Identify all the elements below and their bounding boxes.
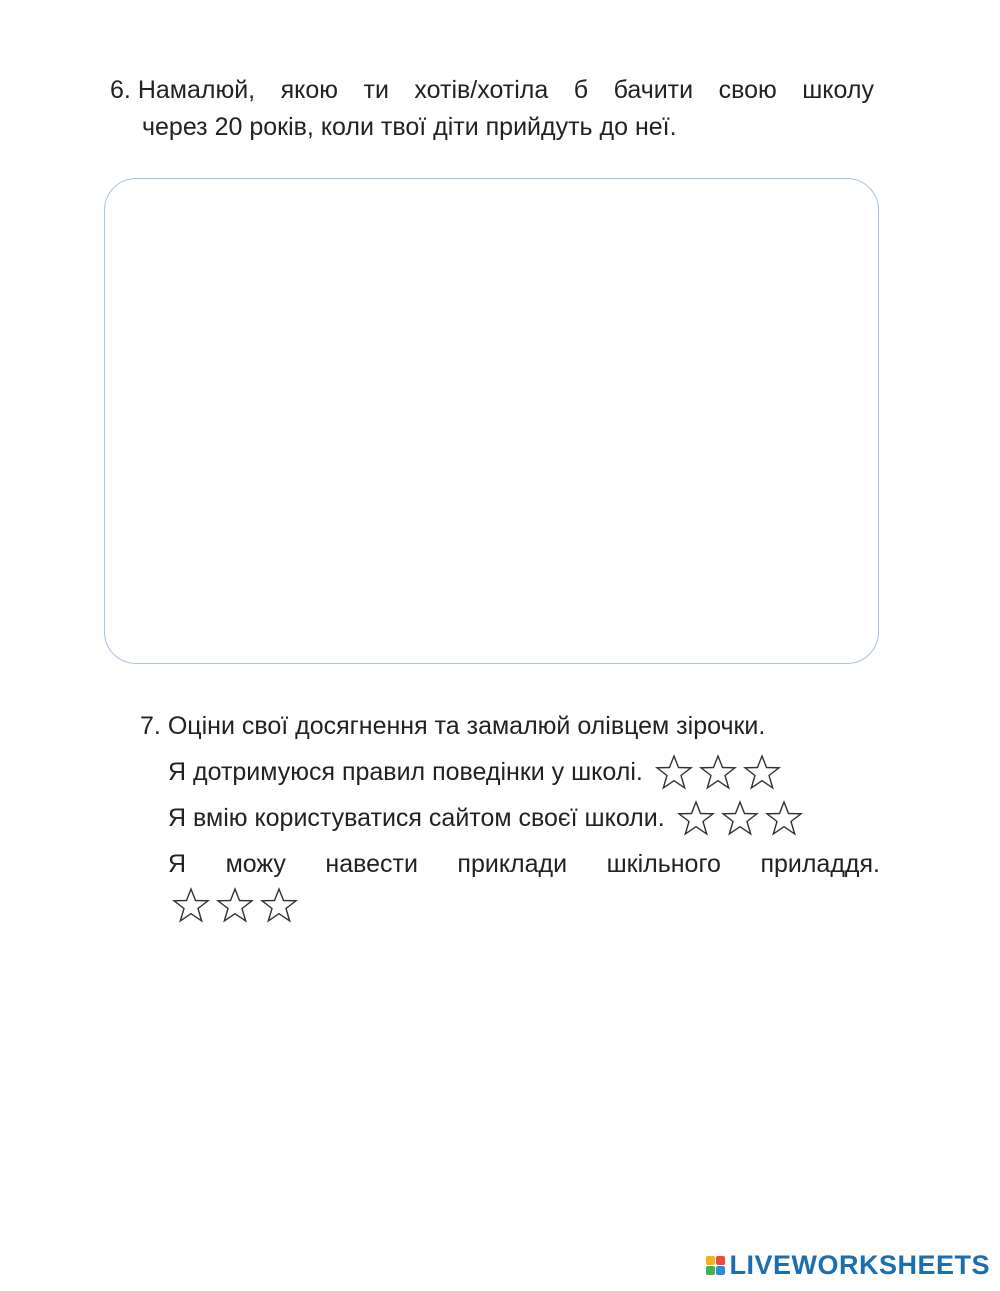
statement-row-2 bbox=[140, 795, 880, 841]
statement-word: приклади bbox=[457, 850, 568, 878]
question-6 bbox=[110, 72, 874, 146]
question-6-word: ти bbox=[363, 76, 389, 104]
question-7-title: Оціни свої досягнення та замалюй олівцем зірочки. bbox=[167, 712, 766, 740]
star-icon[interactable] bbox=[765, 800, 803, 836]
star-icon[interactable] bbox=[721, 800, 759, 836]
statement-word: навести bbox=[325, 850, 418, 878]
question-7 bbox=[140, 703, 880, 923]
logo-text: LIVEWORKSHEETS bbox=[729, 1250, 990, 1280]
statement-word: шкільного bbox=[606, 850, 721, 878]
statement-text: Я дотримуюся правил поведінки у школі. bbox=[168, 758, 643, 786]
question-7-title-row bbox=[140, 703, 880, 749]
star-icon[interactable] bbox=[260, 887, 298, 923]
statement-word: приладдя. bbox=[760, 850, 880, 878]
star-icon[interactable] bbox=[655, 754, 693, 790]
star-rating bbox=[655, 754, 781, 790]
logo-mark-square bbox=[716, 1256, 725, 1265]
question-6-word: бачити bbox=[613, 76, 694, 104]
statement-text: Я вмію користуватися сайтом своєї школи. bbox=[168, 804, 665, 832]
question-6-word: свою bbox=[718, 76, 777, 104]
star-rating bbox=[677, 800, 803, 836]
logo-mark-square bbox=[716, 1266, 725, 1275]
star-rating bbox=[172, 887, 298, 923]
logo-mark-square bbox=[706, 1266, 715, 1275]
statement-word: Я bbox=[168, 850, 187, 878]
question-6-line-2: через 20 років, коли твої діти прийдуть до неї. bbox=[142, 113, 677, 141]
statement-row-3 bbox=[140, 841, 880, 887]
star-icon[interactable] bbox=[699, 754, 737, 790]
star-icon[interactable] bbox=[677, 800, 715, 836]
question-6-word: б bbox=[573, 76, 589, 104]
question-6-line-1 bbox=[110, 72, 874, 109]
logo-mark-icon bbox=[706, 1256, 725, 1275]
statement-row-3-stars bbox=[140, 887, 880, 923]
question-6-word: хотів/хотіла bbox=[414, 76, 549, 104]
star-icon[interactable] bbox=[743, 754, 781, 790]
logo-mark-square bbox=[706, 1256, 715, 1265]
drawing-area[interactable] bbox=[104, 178, 879, 664]
statement-row-1 bbox=[140, 749, 880, 795]
liveworksheets-logo[interactable] bbox=[706, 1250, 990, 1281]
star-icon[interactable] bbox=[216, 887, 254, 923]
star-icon[interactable] bbox=[172, 887, 210, 923]
question-6-number-and-word-1: 6. Намалюй, bbox=[110, 76, 256, 104]
question-7-number: 7. bbox=[140, 712, 161, 740]
statement-word: можу bbox=[225, 850, 286, 878]
question-6-word: школу bbox=[802, 76, 874, 104]
question-6-word: якою bbox=[280, 76, 339, 104]
